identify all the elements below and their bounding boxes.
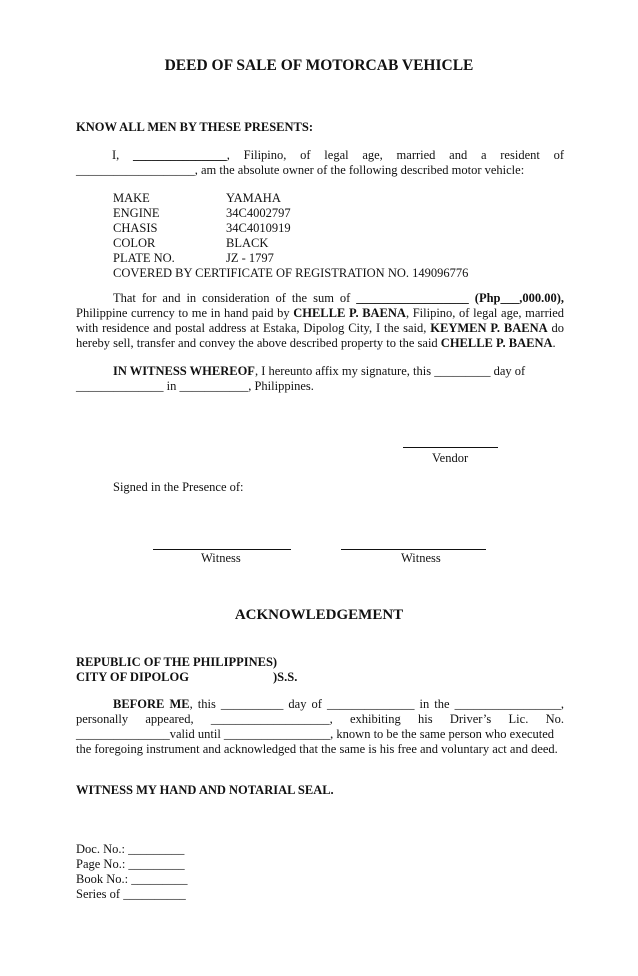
book-no: Book No.: _________ [76, 872, 188, 886]
witness2-signature-line [341, 549, 486, 550]
before-me-line4: the foregoing instrument and acknowledged that the same is his free and voluntary act and deed. [76, 742, 558, 756]
para2-line3: with residence and postal address at Estaka, Dipolog City, I the said, KEYMEN P. BAENA do [76, 321, 565, 335]
vehicle-row: COLOR BLACK [113, 236, 269, 250]
city-line: CITY OF DIPOLOG [76, 670, 189, 684]
notarial-seal-line: WITNESS MY HAND AND NOTARIAL SEAL. [76, 783, 334, 797]
before-me-line1: BEFORE ME, this __________ day of ______________ in the _________________, [113, 697, 564, 711]
intro-heading: KNOW ALL MEN BY THESE PRESENTS: [76, 120, 313, 134]
vehicle-row: CHASIS 34C4010919 [113, 221, 291, 235]
para1-line2 [76, 163, 524, 178]
document-title: DEED OF SALE OF MOTORCAB VEHICLE [164, 57, 474, 74]
witness1-signature-line [153, 549, 291, 550]
seller-name: KEYMEN P. BAENA [430, 321, 548, 335]
series-of: Series of __________ [76, 887, 186, 901]
buyer-name: CHELLE P. BAENA [293, 306, 406, 320]
amount-blank: __________________ [356, 291, 469, 305]
vehicle-details [113, 191, 468, 281]
witness2-label: Witness [401, 551, 441, 565]
para2-line2: Philippine currency to me in hand paid by CHELLE P. BAENA, Filipino, of legal age, married [76, 306, 565, 320]
vendor-label: Vendor [432, 451, 469, 465]
para2-line4: hereby sell, transfer and convey the above described property to the said CHELLE P. BAENA. [76, 336, 556, 350]
doc-no: Doc. No.: _________ [76, 842, 185, 856]
residence-blank: ___________________ [76, 163, 195, 177]
ss-mark: )S.S. [273, 670, 298, 684]
buyer-name-2: CHELLE P. BAENA [440, 336, 553, 350]
witness-whereof-line1: IN WITNESS WHEREOF, I hereunto affix my signature, this _________ day of [113, 364, 526, 378]
appearer-blank: ___________________ [210, 712, 330, 726]
para1-line1-rest: , Filipino, of legal age, married and a resident of [226, 148, 564, 162]
para1-line2-rest: , am the absolute owner of the following described motor vehicle: [194, 163, 525, 177]
before-me-line3: _______________valid until _________________, known to be the same person who executed [76, 727, 555, 741]
before-me-line2: personally appeared, ___________________, exhibiting his Driver’s Lic. No. [76, 712, 564, 726]
para1-i: I, [112, 148, 120, 162]
witness-whereof-line2: ______________ in ___________, Philippines. [76, 379, 314, 393]
signed-presence: Signed in the Presence of: [113, 480, 244, 494]
para1-line1 [76, 148, 564, 163]
seller-name-blank: _______________ [133, 148, 227, 162]
vehicle-row: PLATE NO. JZ - 1797 [113, 251, 274, 265]
registration-line: COVERED BY CERTIFICATE OF REGISTRATION NO. 149096776 [113, 266, 469, 280]
acknowledgement-title: ACKNOWLEDGEMENT [234, 607, 404, 623]
republic-line: REPUBLIC OF THE PHILIPPINES) [76, 655, 278, 669]
vendor-signature-line [403, 447, 498, 448]
notarial-register [76, 842, 187, 902]
vehicle-row: ENGINE 34C4002797 [113, 206, 291, 220]
page-no: Page No.: _________ [76, 857, 185, 871]
amount-php: (Php___,000.00), [474, 291, 565, 305]
witness1-label: Witness [201, 551, 241, 565]
vehicle-row: MAKE YAMAHA [113, 191, 281, 205]
para2-line1: That for and in consideration of the sum of __________________ (Php___,000.00), [113, 291, 565, 305]
